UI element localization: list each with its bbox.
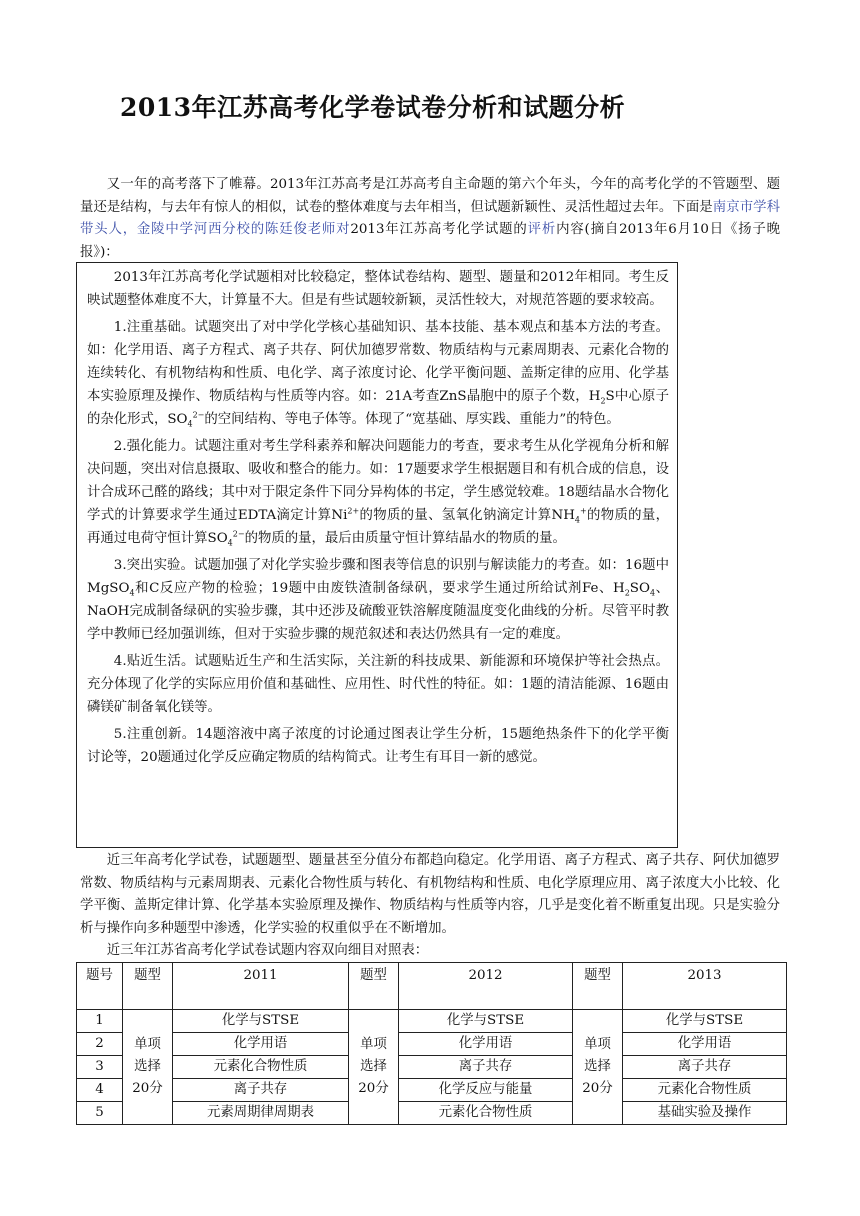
table-row xyxy=(77,1102,787,1125)
cell-2011: 元素化合物性质 xyxy=(173,1056,349,1079)
type-line: 单项 xyxy=(360,1037,387,1052)
cell-num: 3 xyxy=(77,1056,123,1079)
document-title: 2013年江苏高考化学卷试卷分析和试题分析 xyxy=(120,93,626,122)
type-line: 20分 xyxy=(358,1081,389,1096)
table-row xyxy=(77,1079,787,1102)
p3-text-a: 3.突出实验。试题加强了对化学实验步骤和图表等信息的识别与解读能力的考查。如：16题中MgSO xyxy=(87,558,669,596)
intro-text-b: 2013年江苏高考化学试题的 xyxy=(350,222,528,238)
cell-2013: 元素化合物性质 xyxy=(623,1079,787,1102)
cell-num: 5 xyxy=(77,1102,123,1125)
p3-text-d: 、NaOH完成制备绿矾的实验步骤，其中还涉及硫酸亚铁溶解度随温度变化曲线的分析。尽管平时教学中教师已经加强训练，但对于实验步骤的规范叙述和表达仍然具有一定的难度。 xyxy=(87,581,669,642)
cell-2013: 化学与STSE xyxy=(623,1010,787,1033)
type-line: 单项 xyxy=(584,1037,611,1052)
p2-sup2: 2− xyxy=(232,529,245,539)
header-2013: 2013 xyxy=(623,963,787,1010)
p3-text-c: SO xyxy=(629,581,650,596)
type-line: 选择 xyxy=(134,1059,161,1074)
header-type: 题型 xyxy=(123,963,173,1010)
intro-text-a: 又一年的高考落下了帷幕。2013年江苏高考是江苏高考自主命题的第六个年头，今年的高考化学的不管题型、题量还是结构，与去年有惊人的相似，试卷的整体难度与去年相当，但试题新颖性、灵活性超过去年。下面是 xyxy=(80,177,780,215)
box-paragraph-4: 4.贴近生活。试题贴近生产和生活实际，关注新的科技成果、新能源和环境保护等社会热点。充分体现了化学的实际应用价值和基础性、应用性、时代性的特征。如：1题的清洁能源、16题由磷镁矿制备氧化镁等。 xyxy=(87,654,669,715)
p2-text-a: 2.强化能力。试题注重对考生学科素养和解决问题能力的考查，要求考生从化学视角分析和解决问题，突出对信息摄取、吸收和整合的能力。如：17题要求学生根据题目和有机合成的信息，设计合成环己醛的路线；其中对于限定条件下同分异构体的书定，学生感觉较难。18题结晶水合物化学式的计算要求学生通过EDTA滴定计算Ni xyxy=(87,439,669,523)
cell-2013: 离子共存 xyxy=(623,1056,787,1079)
cell-num: 2 xyxy=(77,1033,123,1056)
intro-text-c: 内容(摘自2013年6月10日《扬子晚报》)： xyxy=(80,222,781,260)
cell-2012: 元素化合物性质 xyxy=(399,1102,573,1125)
intro-paragraph xyxy=(80,174,780,264)
quote-box xyxy=(76,262,678,848)
p1-sub: 2 xyxy=(600,396,606,406)
box-paragraph-3 xyxy=(87,554,669,646)
box-paragraph-0: 2013年江苏高考化学试题相对比较稳定，整体试卷结构、题型、题量和2012年相同。考生反映试题整体难度不大，计算量不大。但是有些试题较新颖，灵活性较大，对规范答题的要求较高。 xyxy=(87,270,669,308)
box-paragraph-2 xyxy=(87,435,669,550)
table-row xyxy=(77,1056,787,1079)
cell-2011: 元素周期律周期表 xyxy=(173,1102,349,1125)
cell-2013: 化学用语 xyxy=(623,1033,787,1056)
cell-2012: 化学反应与能量 xyxy=(399,1079,573,1102)
p2-text-c: 的物质的量，再通过电荷守恒计算SO xyxy=(87,508,669,546)
p2-text-b: 的物质的量、氢氧化钠滴定计算NH xyxy=(359,508,575,523)
p2-sub2: 4 xyxy=(227,538,233,548)
cell-2012: 化学与STSE xyxy=(399,1010,573,1033)
table-row xyxy=(77,1033,787,1056)
cell-2012: 化学用语 xyxy=(399,1033,573,1056)
p1-sup2: 2− xyxy=(192,410,205,420)
table-row xyxy=(77,1010,787,1033)
type-line: 20分 xyxy=(582,1081,613,1096)
p2-sup-b: + xyxy=(580,506,587,516)
summary-paragraph: 近三年高考化学试卷，试题题型、题量甚至分值分布都趋向稳定。化学用语、离子方程式、离子共存、阿伏加德罗常数、物质结构与元素周期表、元素化合物性质与转化、有机物结构和性质、电化学原理应用、离子浓度大小比较、化学平衡、盖斯定律计算、化学基本实验原理及操作、物质结构与性质等内容，几乎是变化着不断重复出现。只是实验分析与操作向多种题型中渗透，化学实验的权重似乎在不断增加。 xyxy=(80,853,780,936)
cell-2011: 离子共存 xyxy=(173,1079,349,1102)
intro-text-blue2: 评析 xyxy=(527,222,557,238)
cell-2012: 离子共存 xyxy=(399,1056,573,1079)
header-type: 题型 xyxy=(573,963,623,1010)
table-header-row xyxy=(77,963,787,1010)
box-paragraph-1 xyxy=(87,316,669,431)
p2-sub: 4 xyxy=(574,515,580,525)
type-line: 20分 xyxy=(132,1081,163,1096)
header-2011: 2011 xyxy=(173,963,349,1010)
p3-sub2: 2 xyxy=(624,588,630,598)
cell-num: 1 xyxy=(77,1010,123,1033)
cell-2011: 化学用语 xyxy=(173,1033,349,1056)
header-2012: 2012 xyxy=(399,963,573,1010)
p3-text-b: 和C反应产物的检验；19题中由废铁渣制备绿矾，要求学生通过所给试剂Fe、H xyxy=(134,581,625,596)
header-type: 题型 xyxy=(349,963,399,1010)
type-cell-2012 xyxy=(349,1010,399,1125)
type-cell-2013 xyxy=(573,1010,623,1125)
p1-text-c: 的空间结构、等电子体等。体现了“宽基础、厚实践、重能力”的特色。 xyxy=(204,412,620,427)
cell-num: 4 xyxy=(77,1079,123,1102)
p1-text-a: 1.注重基础。试题突出了对中学化学核心基础知识、基本技能、基本观点和基本方法的考查。如：化学用语、离子方程式、离子共存、阿伏加德罗常数、物质结构与元素周期表、元素化合物的连续转化、有机物结构和性质、电化学、离子浓度讨论、化学平衡问题、盖斯定律的应用、化学基本实验原理及操作、物质结构与性质等内容。如：21A考查ZnS晶胞中的原子个数，H xyxy=(87,320,669,404)
intro-text-blue: 南京市学科带头人，金陵中学河西分校的陈廷俊老师对 xyxy=(80,199,781,238)
summary-section xyxy=(80,850,780,963)
box-paragraph-5: 5.注重创新。14题溶液中离子浓度的讨论通过图表让学生分析，15题绝热条件下的化学平衡讨论等，20题通过化学反应确定物质的结构简式。让考生有耳目一新的感觉。 xyxy=(87,727,669,765)
header-num: 题号 xyxy=(77,963,123,1010)
p3-sub3: 4 xyxy=(649,588,656,598)
table-caption: 近三年江苏省高考化学试卷试题内容双向细目对照表： xyxy=(106,943,429,959)
cell-2011: 化学与STSE xyxy=(173,1010,349,1033)
cell-2013: 基础实验及操作 xyxy=(623,1102,787,1125)
type-line: 单项 xyxy=(134,1037,161,1052)
p2-text-d: 的物质的量，最后由质量守恒计算结晶水的物质的量。 xyxy=(244,531,566,546)
comparison-table xyxy=(76,962,787,1125)
p1-sub2: 4 xyxy=(187,419,193,429)
type-line: 选择 xyxy=(360,1059,387,1074)
type-line: 选择 xyxy=(584,1059,611,1074)
p3-sub: 4 xyxy=(129,588,135,598)
type-cell-2011 xyxy=(123,1010,173,1125)
p2-sup: 2+ xyxy=(347,506,360,516)
p1-text-b: S中心原子的杂化形式，SO xyxy=(87,389,669,427)
